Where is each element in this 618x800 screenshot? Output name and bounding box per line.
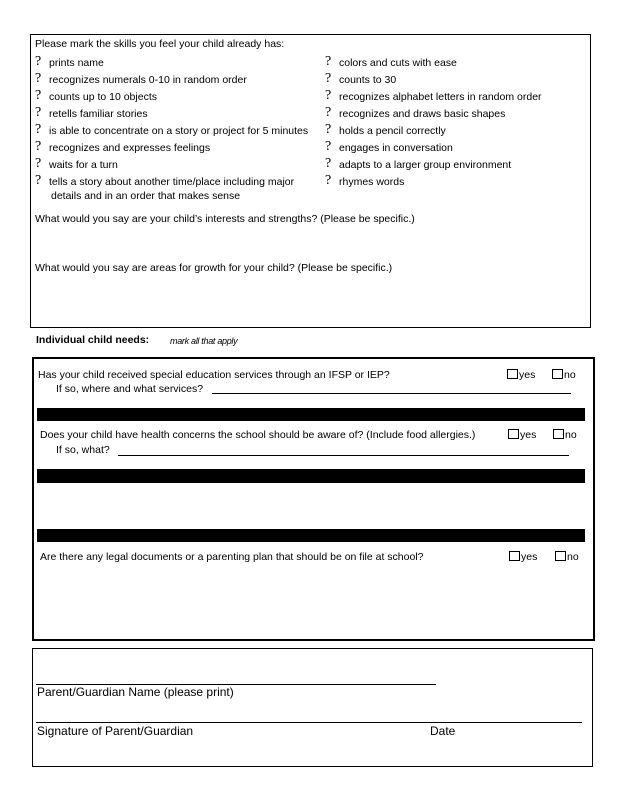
skill-checkbox-marker[interactable]: ? (35, 122, 42, 137)
signature-section (32, 648, 593, 767)
skill-checkbox-marker[interactable]: ? (35, 139, 42, 154)
divider-bar (37, 408, 585, 421)
skill-checkbox-marker[interactable]: ? (325, 105, 332, 120)
skill-item[interactable] (325, 54, 457, 70)
skill-label: counts to 30 (339, 74, 397, 86)
growth-prompt: What would you say are areas for growth for your child? (Please be specific.) (35, 262, 393, 274)
skill-label: recognizes alphabet letters in random order (339, 91, 542, 103)
skill-item[interactable] (35, 105, 148, 121)
guardian-name-label: Parent/Guardian Name (please print) (37, 685, 234, 699)
needs-section (32, 357, 595, 641)
q3-no-option[interactable] (555, 551, 579, 564)
q1-yes-label: yes (519, 369, 536, 381)
skill-item[interactable] (35, 54, 104, 70)
skill-label: waits for a turn (49, 159, 118, 171)
date-label: Date (430, 724, 456, 738)
q3-yes-checkbox[interactable] (509, 551, 520, 561)
question-ifsp-iep: Has your child received special education services through an IFSP or IEP? (38, 369, 390, 381)
skill-label: recognizes and expresses feelings (49, 142, 211, 154)
q3-yes-label: yes (521, 551, 538, 563)
skill-label: recognizes numerals 0-10 in random order (49, 74, 247, 86)
skill-checkbox-marker[interactable]: ? (325, 122, 332, 137)
skill-checkbox-marker[interactable]: ? (35, 71, 42, 86)
skill-label: prints name (49, 57, 104, 69)
q2-no-label: no (565, 429, 577, 441)
skill-item[interactable] (35, 88, 157, 104)
skill-item[interactable] (325, 71, 397, 87)
skill-checkbox-marker[interactable]: ? (325, 139, 332, 154)
q2-yes-label: yes (520, 429, 537, 441)
skill-label: colors and cuts with ease (339, 57, 457, 69)
divider-bar (37, 529, 585, 542)
skill-item[interactable] (35, 173, 295, 189)
q1-answer-line[interactable] (212, 393, 571, 394)
q2-no-option[interactable] (553, 429, 577, 442)
q3-no-label: no (567, 551, 579, 563)
q1-no-checkbox[interactable] (552, 369, 563, 379)
skill-label: engages in conversation (339, 142, 453, 154)
q1-yes-option[interactable] (507, 369, 535, 382)
question-health-concerns: Does your child have health concerns the school should be aware of? (Include food allergies.) (40, 429, 476, 441)
skill-checkbox-marker[interactable]: ? (325, 156, 332, 171)
skill-item[interactable] (35, 139, 211, 155)
q3-yes-option[interactable] (509, 551, 537, 564)
guardian-signature-label: Signature of Parent/Guardian (37, 724, 194, 738)
skill-label: recognizes and draws basic shapes (339, 108, 506, 120)
skill-checkbox-marker[interactable]: ? (35, 54, 42, 69)
date-line[interactable] (400, 722, 582, 723)
skill-label: is able to concentrate on a story or project for 5 minutes (49, 125, 309, 137)
q1-followup-label: If so, where and what services? (56, 383, 204, 395)
skill-item[interactable] (325, 156, 512, 172)
skill-item[interactable] (325, 105, 506, 121)
q2-yes-checkbox[interactable] (508, 429, 519, 439)
skill-label: details and in an order that makes sense (51, 190, 241, 202)
q1-no-label: no (564, 369, 576, 381)
skill-item[interactable] (325, 122, 446, 138)
skill-item[interactable] (35, 156, 118, 172)
skill-checkbox-marker[interactable]: ? (325, 173, 332, 188)
skill-label: rhymes words (339, 176, 405, 188)
divider-bar (37, 469, 585, 483)
q1-yes-checkbox[interactable] (507, 369, 518, 379)
interests-prompt: What would you say are your child’s interests and strengths? (Please be specific.) (35, 213, 415, 225)
q3-no-checkbox[interactable] (555, 551, 566, 561)
skill-label: retells familiar stories (49, 108, 148, 120)
skill-checkbox-marker[interactable]: ? (35, 173, 42, 188)
skill-label: tells a story about another time/place including major (49, 176, 295, 188)
skill-item[interactable] (35, 71, 247, 87)
skill-checkbox-marker[interactable]: ? (35, 156, 42, 171)
needs-heading: Individual child needs: (36, 334, 150, 346)
question-legal-documents: Are there any legal documents or a parenting plan that should be on file at school? (40, 551, 424, 563)
q2-followup-label: If so, what? (56, 444, 110, 456)
skill-label: counts up to 10 objects (49, 91, 157, 103)
needs-subheading: mark all that apply (170, 336, 238, 346)
skills-heading: Please mark the skills you feel your child already has: (35, 38, 285, 50)
skill-item[interactable] (325, 173, 405, 189)
skill-item (51, 190, 240, 203)
skill-item[interactable] (35, 122, 309, 138)
skill-checkbox-marker[interactable]: ? (325, 71, 332, 86)
q1-no-option[interactable] (552, 369, 576, 382)
skill-label: adapts to a larger group environment (339, 159, 512, 171)
skill-checkbox-marker[interactable]: ? (325, 88, 332, 103)
guardian-signature-line[interactable] (36, 722, 400, 723)
q2-yes-option[interactable] (508, 429, 536, 442)
skill-label: holds a pencil correctly (339, 125, 446, 137)
q2-answer-line[interactable] (118, 455, 569, 456)
q2-no-checkbox[interactable] (553, 429, 564, 439)
skill-item[interactable] (325, 139, 453, 155)
skill-checkbox-marker[interactable]: ? (325, 54, 332, 69)
skill-checkbox-marker[interactable]: ? (35, 105, 42, 120)
skill-item[interactable] (325, 88, 542, 104)
skill-checkbox-marker[interactable]: ? (35, 88, 42, 103)
